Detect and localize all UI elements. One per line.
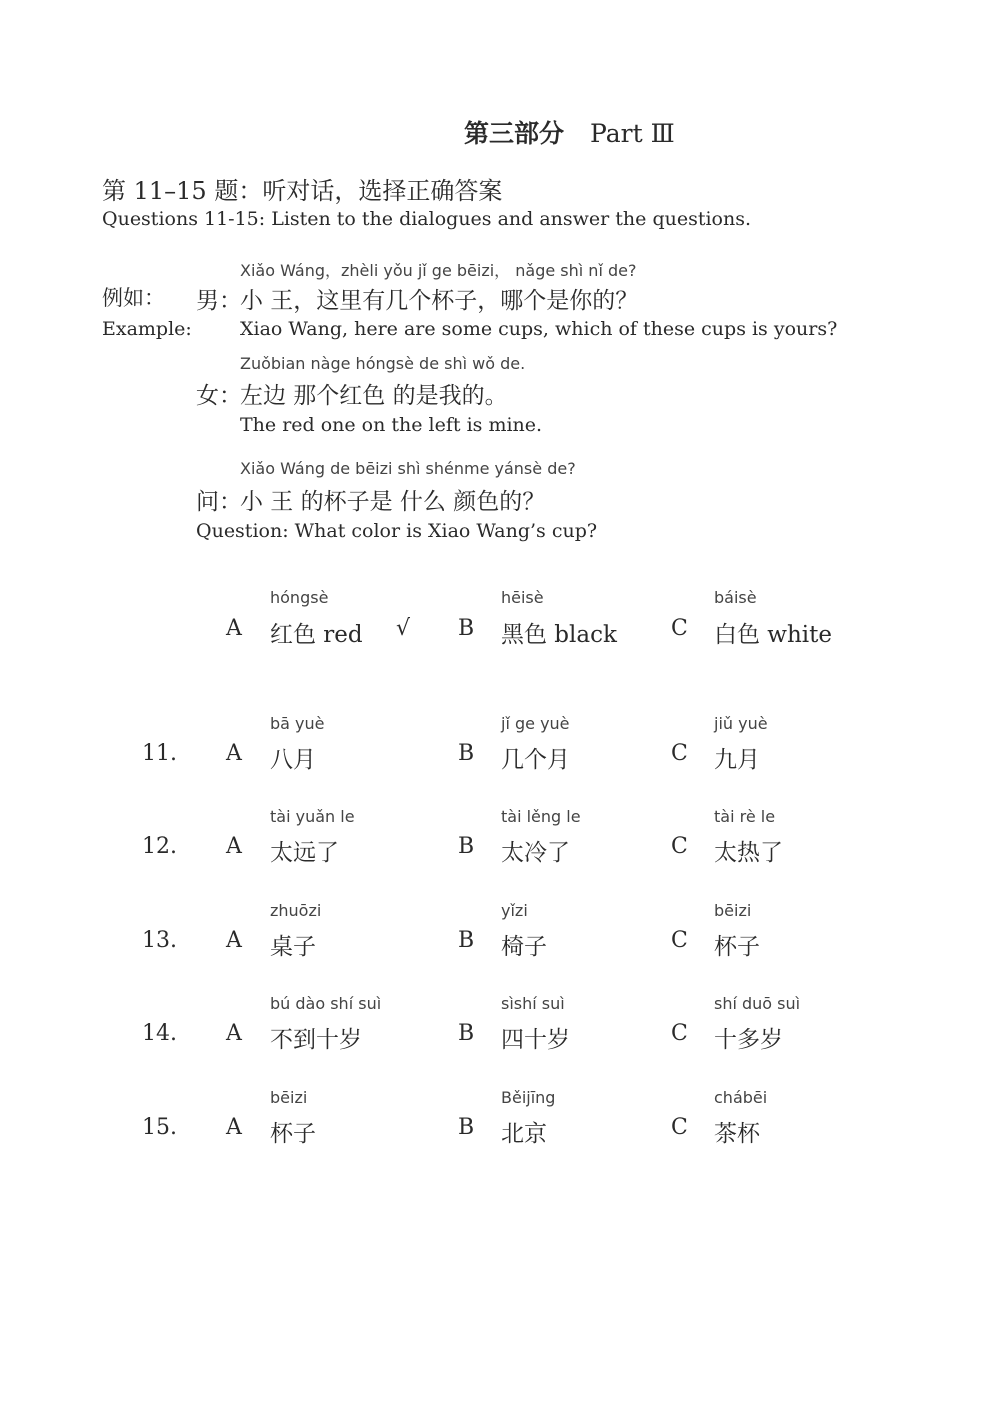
option-b-text[interactable]: 太冷了 (501, 840, 570, 866)
example-label-zh: 例如： (102, 286, 165, 310)
question-number: 11. (142, 741, 177, 766)
example-male-pinyin: Xiǎo Wáng，zhèli yǒu jǐ ge bēizi， nǎge shì nǐ de? (240, 261, 637, 280)
correct-check-mark: √ (396, 616, 411, 641)
example-female-zh: 左边 那个红色 的是我的。 (240, 383, 508, 409)
option-c-letter[interactable]: C (671, 1115, 688, 1140)
option-b-text[interactable]: 北京 (501, 1121, 547, 1147)
title-en: Part Ⅲ (590, 119, 675, 148)
option-a-text[interactable]: 太远了 (270, 840, 339, 866)
example-option-c-letter: C (671, 616, 688, 641)
option-c-text[interactable]: 九月 (714, 747, 760, 773)
question-number: 15. (142, 1115, 177, 1140)
page-title (464, 114, 675, 150)
option-c-text[interactable]: 十多岁 (714, 1027, 783, 1053)
option-a-pinyin: bú dào shí suì (270, 994, 382, 1013)
option-a-text[interactable]: 八月 (270, 747, 316, 773)
option-c-pinyin: tài rè le (714, 807, 776, 826)
option-c-text[interactable]: 太热了 (714, 840, 783, 866)
option-c-letter[interactable]: C (671, 1021, 688, 1046)
question-number: 12. (142, 834, 177, 859)
example-male-en: Xiao Wang, here are some cups, which of these cups is yours? (240, 318, 838, 340)
option-c-letter[interactable]: C (671, 741, 688, 766)
option-c-pinyin: chábēi (714, 1088, 768, 1107)
title-zh: 第三部分 (464, 119, 565, 148)
question-number: 14. (142, 1021, 177, 1046)
example-option-a-pinyin: hóngsè (270, 588, 329, 607)
example-question-zh: 小 王 的杯子是 什么 颜色的？ (240, 489, 546, 515)
option-b-text[interactable]: 几个月 (501, 747, 570, 773)
example-option-c-pinyin: báisè (714, 588, 757, 607)
option-a-letter[interactable]: A (226, 834, 242, 859)
option-b-letter[interactable]: B (458, 834, 475, 859)
example-male-zh: 小 王，这里有几个杯子，哪个是你的？ (240, 288, 639, 314)
example-option-a-text: 红色 red (270, 622, 363, 648)
example-female-pinyin: Zuǒbian nàge hóngsè de shì wǒ de. (240, 354, 526, 373)
instructions-zh: 第 11–15 题：听对话，选择正确答案 (102, 177, 503, 205)
example-option-b-text: 黑色 black (501, 622, 617, 648)
option-a-text[interactable]: 不到十岁 (270, 1027, 362, 1053)
option-c-text[interactable]: 茶杯 (714, 1121, 760, 1147)
option-b-pinyin: yǐzi (501, 901, 528, 920)
example-question-en: Question: What color is Xiao Wang’s cup? (196, 520, 598, 542)
example-question-pinyin: Xiǎo Wáng de bēizi shì shénme yánsè de? (240, 459, 576, 478)
option-b-letter[interactable]: B (458, 1115, 475, 1140)
question-number: 13. (142, 928, 177, 953)
example-option-c-text: 白色 white (714, 622, 833, 648)
option-b-pinyin: sìshí suì (501, 994, 565, 1013)
speaker-female: 女： (196, 383, 242, 409)
option-b-text[interactable]: 四十岁 (501, 1027, 570, 1053)
instructions-en: Questions 11-15: Listen to the dialogues and answer the questions. (102, 208, 752, 230)
option-a-pinyin: bā yuè (270, 714, 325, 733)
example-option-b-pinyin: hēisè (501, 588, 544, 607)
option-b-text[interactable]: 椅子 (501, 934, 547, 960)
option-b-pinyin: tài lěng le (501, 807, 581, 826)
option-b-pinyin: jǐ ge yuè (501, 714, 570, 733)
example-option-b-letter: B (458, 616, 475, 641)
example-female-en: The red one on the left is mine. (240, 414, 543, 436)
speaker-male: 男： (196, 288, 242, 314)
option-a-letter[interactable]: A (226, 1115, 242, 1140)
speaker-question: 问： (196, 489, 242, 515)
option-c-text[interactable]: 杯子 (714, 934, 760, 960)
option-c-letter[interactable]: C (671, 834, 688, 859)
option-a-letter[interactable]: A (226, 1021, 242, 1046)
option-c-pinyin: jiǔ yuè (714, 714, 768, 733)
example-option-a-letter: A (226, 616, 242, 641)
option-a-pinyin: bēizi (270, 1088, 308, 1107)
option-a-letter[interactable]: A (226, 741, 242, 766)
option-b-pinyin: Běijīng (501, 1088, 556, 1107)
option-b-letter[interactable]: B (458, 928, 475, 953)
example-label-en: Example: (102, 318, 192, 340)
option-a-text[interactable]: 杯子 (270, 1121, 316, 1147)
option-a-pinyin: zhuōzi (270, 901, 322, 920)
option-b-letter[interactable]: B (458, 1021, 475, 1046)
option-c-letter[interactable]: C (671, 928, 688, 953)
option-a-text[interactable]: 桌子 (270, 934, 316, 960)
option-c-pinyin: bēizi (714, 901, 752, 920)
option-c-pinyin: shí duō suì (714, 994, 801, 1013)
option-a-letter[interactable]: A (226, 928, 242, 953)
option-b-letter[interactable]: B (458, 741, 475, 766)
option-a-pinyin: tài yuǎn le (270, 807, 355, 826)
